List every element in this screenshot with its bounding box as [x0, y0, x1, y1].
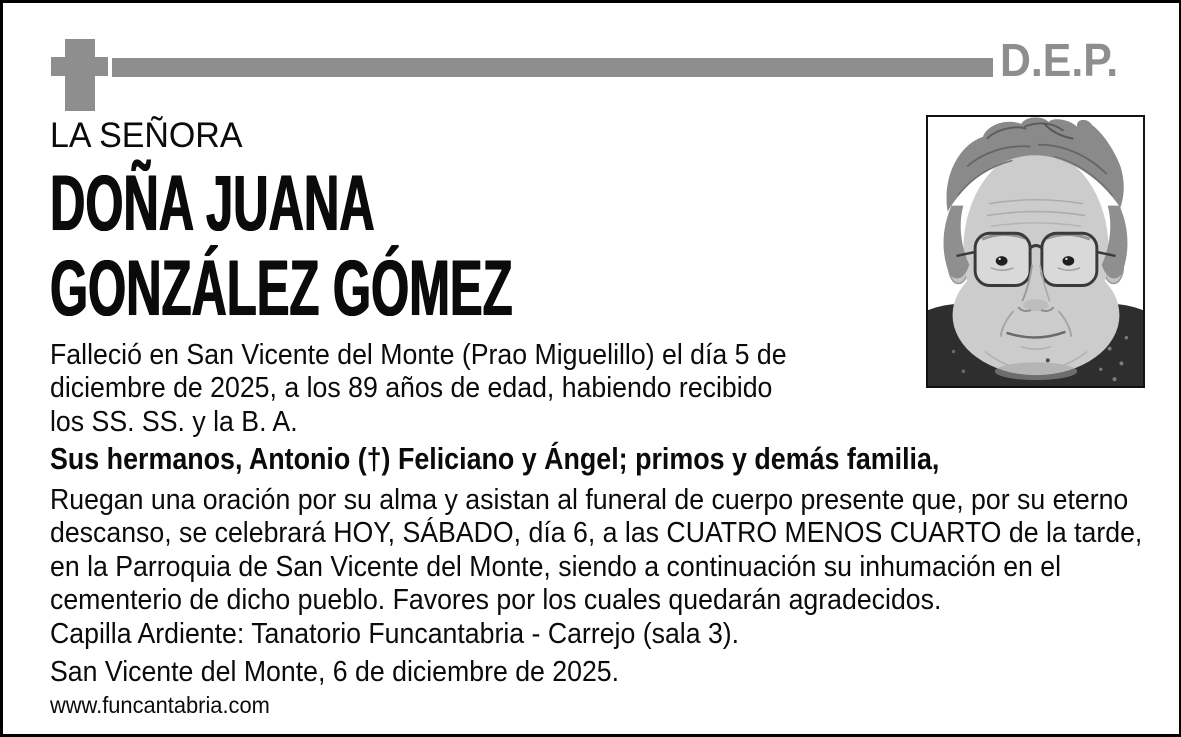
website-url: www.funcantabria.com — [50, 692, 270, 718]
text-line: los SS. SS. y la B. A. — [50, 405, 298, 438]
text-line: Capilla Ardiente: Tanatorio Funcantabria - Carrejo (sala 3). — [50, 617, 740, 650]
deceased-name-line: GONZÁLEZ GÓMEZ — [50, 243, 513, 332]
dep-label: D.E.P. — [1000, 34, 1119, 86]
text-line: diciembre de 2025, a los 89 años de edad, habiendo recibido — [50, 372, 773, 405]
text-line: Falleció en San Vicente del Monte (Prao Miguelillo) el día 5 de — [50, 339, 787, 371]
latin-cross-icon — [51, 57, 108, 76]
portrait-illustration — [928, 117, 1143, 386]
header-rule — [112, 58, 993, 77]
deceased-name — [50, 160, 513, 330]
text-line: San Vicente del Monte, 6 de diciembre de 2025. — [50, 656, 620, 688]
text-line: cementerio de dicho pueblo. Favores por los cuales quedarán agradecidos. — [50, 584, 942, 617]
honorific: LA SEÑORA — [50, 116, 243, 155]
death-details — [50, 339, 787, 439]
family-line: Sus hermanos, Antonio (†) Feliciano y Ángel; primos y demás familia, — [50, 442, 940, 476]
funeral-announcement — [50, 484, 1142, 651]
text-line: descanso, se celebrará HOY, SÁBADO, día 6, a las CUATRO MENOS CUARTO de la tarde, — [50, 517, 1143, 550]
text-line: en la Parroquia de San Vicente del Monte, siendo a continuación su inhumación en el — [50, 550, 1062, 583]
deceased-name-line: DOÑA JUANA — [50, 158, 375, 247]
deceased-photo — [926, 115, 1145, 388]
text-line: Ruegan una oración por su alma y asistan al funeral de cuerpo presente que, por su eterno — [50, 484, 1129, 516]
place-date — [50, 656, 619, 689]
